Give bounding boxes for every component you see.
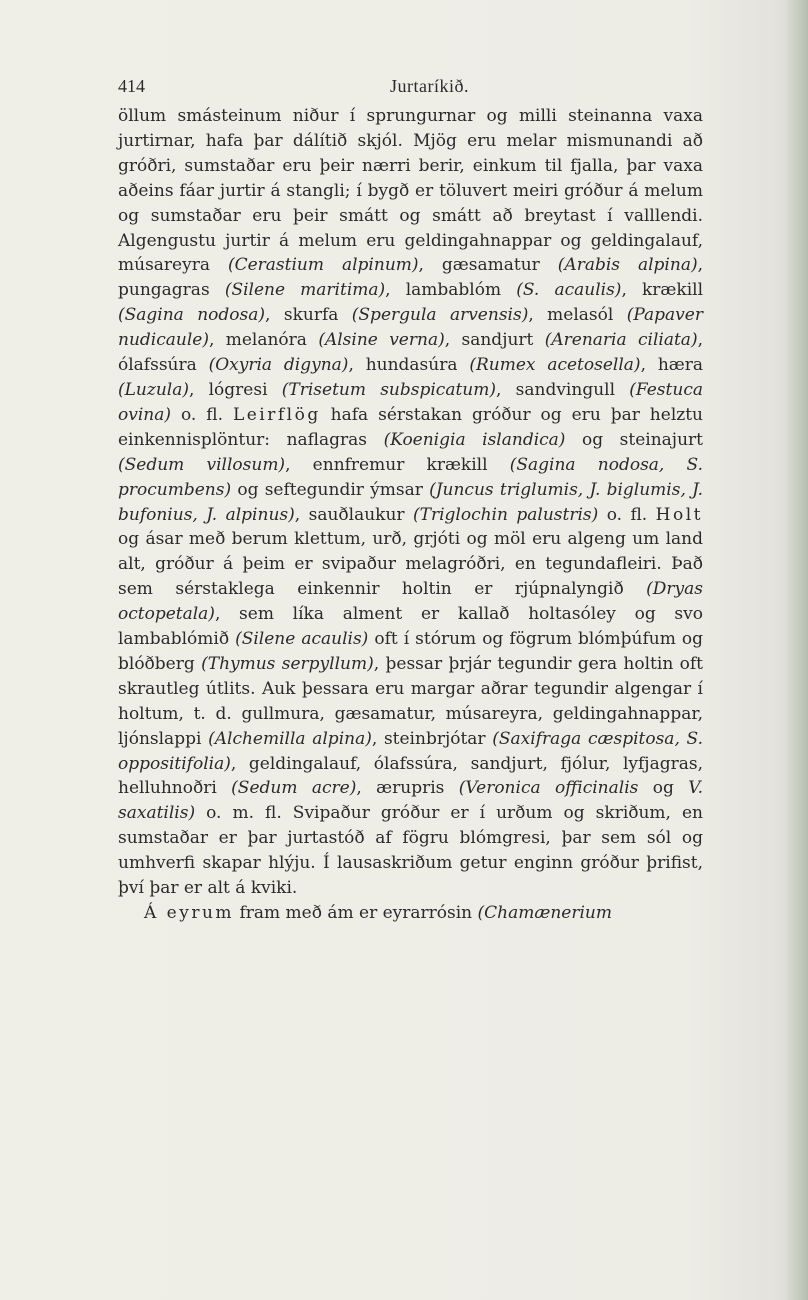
text-run: og ásar með berum klettum, urð, grjóti og möl eru algeng um land alt, gróður á þeim er svipaður melagróðri, en tegundafleiri. Það sem sérstaklega einkennir holtin er rjúpnalyngið bbox=[118, 529, 703, 600]
text-run: , sauðlaukur bbox=[294, 504, 413, 525]
latin-name: (Arabis alpina) bbox=[557, 255, 698, 276]
text-run: o. fl. bbox=[171, 404, 233, 425]
text-run: , pungagras bbox=[118, 255, 703, 301]
latin-name: (Thymus serpyllum) bbox=[201, 653, 374, 674]
text-run: fram með ám er eyrarrósin bbox=[234, 903, 478, 923]
text-run: , melasól bbox=[528, 305, 627, 326]
latin-name: (Arenaria ciliata) bbox=[544, 330, 698, 351]
latin-name: (Alchemilla alpina) bbox=[208, 728, 372, 749]
latin-name: (Festuca ovina) bbox=[118, 379, 703, 425]
latin-name: (Sagina nodosa) bbox=[118, 305, 266, 326]
latin-name: (Koenigia islandica) bbox=[383, 429, 566, 450]
latin-name: (Silene acaulis) bbox=[235, 629, 369, 650]
latin-name: (Triglochin palustris) bbox=[412, 504, 599, 525]
spaced-keyword: Holt bbox=[655, 504, 703, 525]
latin-name: (Saxifraga cæspitosa, S. oppositifolia) bbox=[118, 728, 703, 774]
text-run: , geldingalauf, ólafssúra, sandjurt, fjólur, lyfjagras, helluhnoðri bbox=[118, 753, 703, 799]
page-number: 414 bbox=[118, 76, 145, 96]
text-run: , sem líka alment er kallað holtasóley og svo lambablómið bbox=[118, 604, 703, 650]
latin-name: V. saxatilis) bbox=[118, 778, 703, 824]
text-run: , krækill bbox=[621, 280, 704, 301]
text-run: , skurfa bbox=[265, 305, 352, 326]
latin-name: (Sagina nodosa, S. procumbens) bbox=[118, 454, 703, 500]
paragraph bbox=[118, 104, 703, 901]
body-text bbox=[118, 104, 703, 926]
page-header bbox=[118, 76, 698, 100]
latin-name: (Oxyria digyna) bbox=[208, 355, 349, 376]
text-run: og bbox=[638, 778, 689, 799]
text-run: , steinbrjótar bbox=[371, 728, 493, 749]
text-run: , lógresi bbox=[188, 379, 282, 400]
latin-name: (S. acaulis) bbox=[516, 280, 622, 301]
text-run: , hundasúra bbox=[348, 355, 470, 376]
text-run: o. m. fl. Svipaður gróður er í urðum og skriðum, en sumstaðar er þar jurtastóð af fögru blómgresi, þar sem sól og umhverfi skapar hlýju. Í lausaskriðum getur enginn gróður þrifist, því þar er alt á kviki. bbox=[118, 803, 703, 899]
text-run: o. fl. bbox=[598, 504, 656, 525]
latin-name: (Juncus triglumis, J. biglumis, J. bufonius, J. alpinus) bbox=[118, 479, 703, 525]
latin-name: (Luzula) bbox=[118, 379, 189, 400]
text-run: og seftegundir ýmsar bbox=[231, 479, 430, 500]
text-run: , gæsamatur bbox=[418, 255, 558, 276]
text-run: , ennfremur krækill bbox=[285, 454, 510, 475]
text-run: , ærupris bbox=[356, 778, 459, 799]
spaced-keyword: Leirflög bbox=[232, 404, 321, 425]
latin-name: (Alsine verna) bbox=[318, 330, 445, 351]
text-run: , sandjurt bbox=[444, 330, 545, 351]
text-run: , hæra bbox=[640, 355, 704, 376]
latin-name: (Veronica officinalis bbox=[458, 778, 639, 799]
text-run: , lambablóm bbox=[385, 280, 517, 301]
latin-name: (Sedum villosum) bbox=[118, 454, 286, 475]
latin-name: (Dryas octopetala) bbox=[118, 579, 703, 625]
latin-name: (Silene maritima) bbox=[224, 280, 386, 301]
latin-name: (Sedum acre) bbox=[231, 778, 357, 799]
latin-name: (Rumex acetosella) bbox=[469, 355, 641, 376]
text-run: , þessar þrjár tegundir gera holtin oft skrautleg útlits. Auk þessara eru margar aðrar tegundir algengar í holtum, t. d. gullmura, gæsamatur, músareyra, geldingahnappar, ljónslappi bbox=[118, 653, 703, 749]
spaced-keyword: Á eyrum bbox=[144, 903, 235, 923]
latin-name: (Cerastium alpinum) bbox=[227, 255, 419, 276]
text-run: , ólafssúra bbox=[118, 330, 703, 376]
latin-name: (Trisetum subspicatum) bbox=[281, 379, 496, 400]
paragraph bbox=[118, 901, 703, 926]
text-run: og steinajurt bbox=[565, 429, 703, 450]
latin-name: (Chamænerium bbox=[477, 903, 612, 923]
running-head: Jurtaríkið. bbox=[390, 76, 469, 96]
text-run: öllum smásteinum niður í sprungurnar og milli steinanna vaxa jurtirnar, hafa þar dálítið skjól. Mjög eru melar mismunandi að gróðri, sumstaðar eru þeir nærri berir, einkum til fjalla, þar vaxa aðeins fáar jurtir á stangli; í bygð er töluvert meiri gróður á melum og sumstaðar eru þeir smátt og smátt að breytast í valllendi. Algengustu jurtir á melum eru geldingahnappar og geldingalauf, músareyra bbox=[118, 106, 703, 276]
latin-name: (Spergula arvensis) bbox=[351, 305, 529, 326]
text-run: , sandvingull bbox=[496, 379, 630, 400]
page-edge-shadow bbox=[786, 0, 808, 1300]
text-run: , melanóra bbox=[208, 330, 319, 351]
text-run: hafa sérstakan gróður og eru þar helztu einkennisplöntur: naflagras bbox=[118, 404, 703, 450]
text-run: oft í stórum og fögrum blómþúfum og blóðberg bbox=[118, 629, 703, 674]
latin-name: (Papaver nudicaule) bbox=[118, 305, 703, 351]
